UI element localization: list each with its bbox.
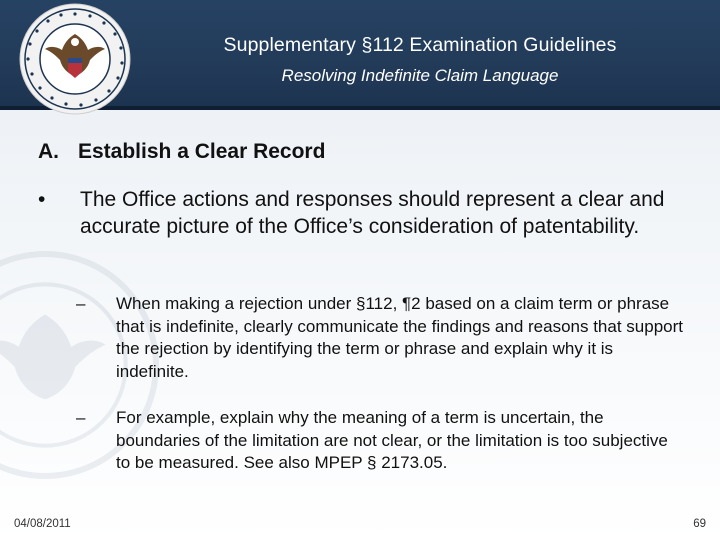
sub-point-dash: – <box>76 294 86 313</box>
footer-date: 04/08/2011 <box>14 518 71 530</box>
bullet-text: The Office actions and responses should represent a clear and accurate picture of the Office’s consideration of patentability. <box>80 188 665 238</box>
page-number: 69 <box>693 518 706 530</box>
sub-point-text: For example, explain why the meaning of a term is uncertain, the boundaries of the limitation are not clear, or the limitation is too subjective to be measured. See also MPEP § 2173.05. <box>116 408 668 472</box>
section-heading-text: Establish a Clear Record <box>78 140 326 163</box>
section-heading <box>38 140 325 164</box>
uspto-seal-icon <box>18 2 132 116</box>
slide-title: Supplementary §112 Examination Guidelines <box>223 34 617 56</box>
slide-subtitle: Resolving Indefinite Claim Language <box>281 66 559 85</box>
section-letter: A. <box>38 140 59 163</box>
bullet-mark: • <box>38 188 46 211</box>
sub-point-dash: – <box>76 408 86 427</box>
sub-point-text: When making a rejection under §112, ¶2 based on a claim term or phrase that is indefinite, clearly communicate the findings and reasons that support the rejection by identifying the term or phrase and explain why it is indefinite. <box>116 294 683 381</box>
